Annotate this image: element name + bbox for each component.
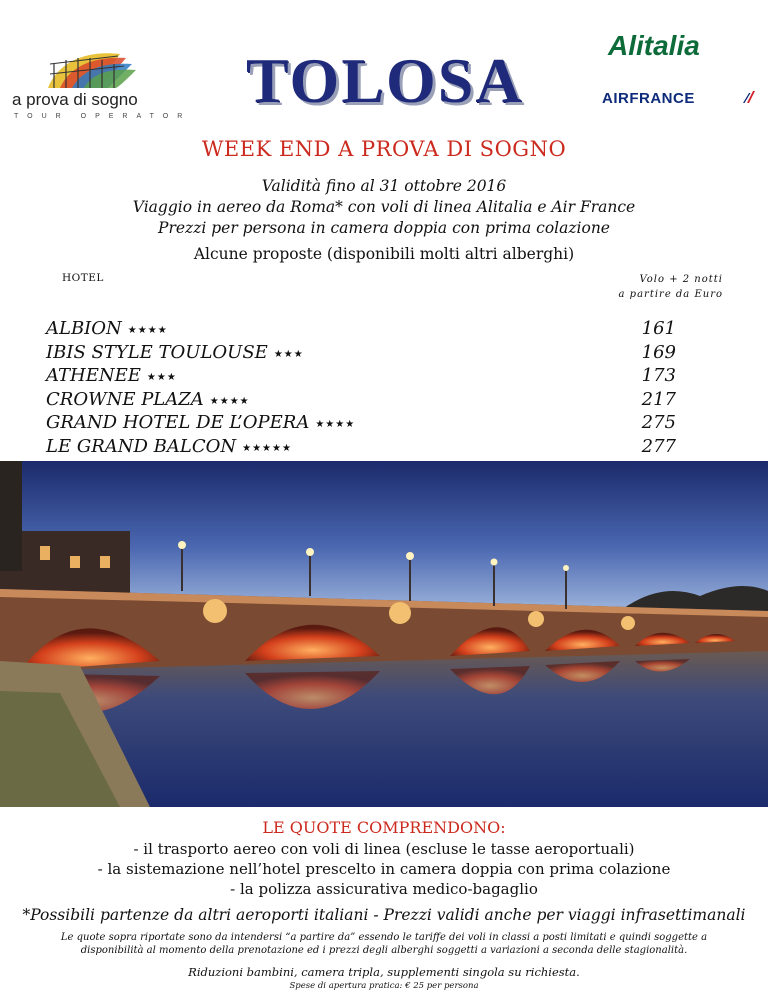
hotel-row (46, 389, 676, 413)
hotel-name: IBIS STYLE TOULOUSE (46, 341, 268, 363)
disclaimer-line-2: disponibilità al momento della prenotazione ed i prezzi degli alberghi soggetti a variazioni a seconda delle stagionalità. (80, 944, 688, 956)
includes-item: - il trasporto aereo con voli di linea (escluse le tasse aeroportuali) (133, 840, 635, 858)
hotel-stars: ★★★★ (315, 419, 356, 430)
brand-tagline: TOUR OPERATOR (14, 113, 192, 120)
hotel-price: 275 (641, 412, 676, 433)
disclaimer (40, 932, 728, 957)
proposals-text: Alcune proposte (disponibili molti altri alberghi) (193, 245, 575, 263)
page-title: TOLOSA (246, 45, 524, 116)
hotel-stars: ★★★★ (127, 325, 168, 336)
price-header-line-2: a partire da Euro (618, 289, 723, 300)
hotel-name-cell (46, 389, 250, 413)
hotel-name: ATHENEE (46, 365, 141, 386)
balloon-stripes-icon (8, 44, 176, 92)
hotel-price: 277 (641, 435, 676, 457)
hotel-name-cell (46, 412, 355, 436)
airfrance-logo: AIRFRANCE (602, 90, 695, 107)
pricing-text: Prezzi per persona in camera doppia con prima colazione (158, 219, 610, 237)
reductions-note: Riduzioni bambini, camera tripla, supplementi singola su richiesta. (188, 965, 580, 979)
hotel-price: 173 (641, 365, 676, 386)
subtitle: WEEK END A PROVA DI SOGNO (201, 137, 567, 161)
hotel-price: 169 (641, 341, 676, 363)
hotel-name: CROWNE PLAZA (46, 388, 204, 410)
hotel-stars: ★★★ (146, 372, 177, 383)
includes-title: LE QUOTE COMPRENDONO: (262, 818, 506, 837)
bridge-photo (0, 461, 768, 807)
includes-item: - la polizza assicurativa medico-bagaglio (230, 880, 538, 898)
validity-text: Validità fino al 31 ottobre 2016 (261, 177, 507, 195)
hotel-name: GRAND HOTEL DE L’OPERA (46, 412, 310, 433)
hotel-column-header: HOTEL (62, 272, 104, 284)
brand-name: a prova di sogno (12, 90, 138, 109)
hotel-stars: ★★★ (273, 348, 304, 360)
hotel-price: 161 (641, 318, 676, 339)
hotel-price: 217 (641, 388, 676, 410)
hotel-name: LE GRAND BALCON (46, 435, 237, 457)
includes-item: - la sistemazione nell’hotel prescelto in camera doppia con prima colazione (97, 860, 671, 878)
hotel-row (46, 436, 676, 460)
hotel-stars: ★★★★ (209, 395, 250, 407)
fees-note: Spese di apertura pratica: € 25 per persona (289, 981, 479, 991)
hotel-row (46, 412, 676, 436)
hotel-list (46, 318, 676, 459)
hotel-row (46, 318, 676, 342)
flights-text: Viaggio in aereo da Roma* con voli di linea Alitalia e Air France (132, 198, 636, 216)
departures-note: *Possibili partenze da altri aeroporti italiani - Prezzi validi anche per viaggi infrasettimanali (22, 906, 746, 924)
hotel-name-cell (46, 365, 177, 389)
hotel-row (46, 342, 676, 366)
hotel-name: ALBION (46, 318, 122, 339)
disclaimer-line-1: Le quote sopra riportate sono da intendersi “a partire da” essendo le tariffe dei voli in classi a posti limitati e quindi soggette a (60, 932, 708, 943)
hotel-name-cell (46, 436, 292, 460)
price-header-line-1: Volo + 2 notti (639, 274, 723, 285)
brand-logo (8, 44, 192, 124)
airfrance-stripe-icon (735, 90, 755, 104)
hotel-stars: ★★★★★ (242, 442, 292, 454)
price-column-header (619, 272, 723, 302)
hotel-row (46, 365, 676, 389)
alitalia-logo: Alitalia (608, 30, 700, 61)
hotel-name-cell (46, 342, 304, 366)
hotel-name-cell (46, 318, 168, 342)
